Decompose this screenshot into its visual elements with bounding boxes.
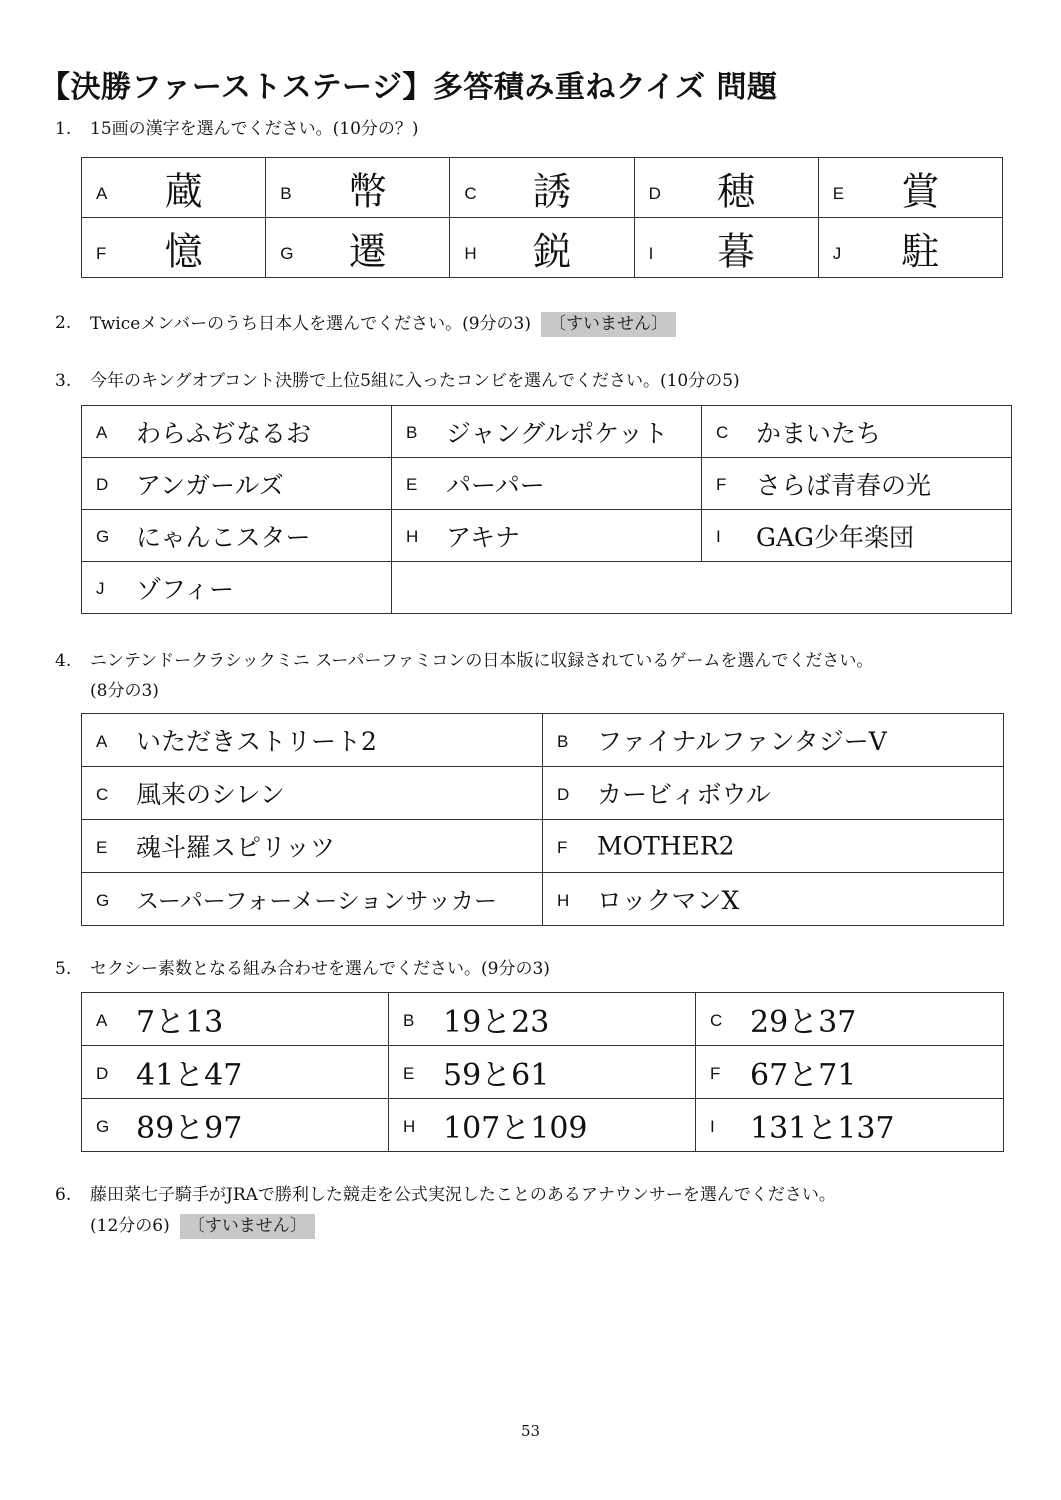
option-text: スーパーフォーメーションサッカー bbox=[136, 888, 497, 915]
option-text: 憶 bbox=[164, 229, 203, 273]
option-cell[interactable] bbox=[82, 1099, 389, 1152]
option-cell[interactable] bbox=[818, 158, 1002, 218]
option-cell[interactable] bbox=[82, 714, 543, 767]
option-cell[interactable] bbox=[543, 820, 1004, 873]
option-text: 67と71 bbox=[750, 1058, 857, 1093]
option-text: ファイナルファンタジーV bbox=[597, 727, 887, 756]
option-letter: D bbox=[96, 1064, 109, 1083]
option-letter: D bbox=[648, 184, 661, 203]
question-6-count bbox=[90, 1214, 315, 1239]
option-cell[interactable] bbox=[702, 458, 1012, 510]
option-cell[interactable] bbox=[82, 158, 266, 218]
option-text: 駐 bbox=[901, 229, 940, 273]
question-number: 1. bbox=[55, 119, 72, 139]
option-cell[interactable] bbox=[82, 406, 392, 458]
option-text: にゃんこスター bbox=[136, 522, 311, 552]
question-number: 3. bbox=[55, 371, 72, 391]
option-letter: B bbox=[403, 1011, 415, 1030]
option-text: 風来のシレン bbox=[136, 780, 285, 809]
option-letter: H bbox=[406, 527, 419, 546]
option-cell[interactable] bbox=[82, 1046, 389, 1099]
question-text: セクシー素数となる組み合わせを選んでください。(9分の3) bbox=[90, 959, 550, 979]
option-letter: B bbox=[557, 732, 569, 751]
option-text: カービィボウル bbox=[597, 780, 771, 809]
question-count-text: (12分の6) bbox=[90, 1216, 170, 1236]
option-letter: F bbox=[710, 1064, 721, 1083]
option-cell[interactable] bbox=[82, 873, 543, 926]
option-cell[interactable] bbox=[266, 158, 450, 218]
option-text: 暮 bbox=[717, 229, 756, 273]
option-text: いただきストリート2 bbox=[136, 727, 377, 756]
option-letter: D bbox=[96, 475, 109, 494]
sorry-badge: 〔すいません〕 bbox=[180, 1214, 315, 1239]
option-text: アンガールズ bbox=[136, 470, 284, 500]
option-cell[interactable] bbox=[634, 158, 818, 218]
option-cell[interactable] bbox=[82, 510, 392, 562]
option-cell[interactable] bbox=[696, 1099, 1004, 1152]
option-cell[interactable] bbox=[82, 767, 543, 820]
option-letter: E bbox=[832, 184, 845, 203]
option-letter: G bbox=[96, 891, 110, 910]
option-text: 29と37 bbox=[750, 1005, 857, 1040]
option-letter: C bbox=[710, 1011, 723, 1030]
option-letter: C bbox=[716, 423, 729, 442]
question-text: 藤田菜七子騎手がJRAで勝利した競走を公式実況したことのあるアナウンサーを選んでください。 bbox=[90, 1185, 836, 1205]
option-text: 89と97 bbox=[136, 1111, 243, 1146]
empty-cell bbox=[392, 562, 1012, 614]
option-cell[interactable] bbox=[82, 993, 389, 1046]
option-letter: F bbox=[557, 838, 568, 857]
option-text: 幣 bbox=[348, 169, 387, 213]
option-letter: C bbox=[96, 785, 109, 804]
question-number: 5. bbox=[55, 959, 72, 979]
option-text: 59と61 bbox=[443, 1058, 550, 1093]
page-title: 【決勝ファーストステージ】多答積み重ねクイズ 問題 bbox=[40, 70, 778, 105]
options-table-q1 bbox=[81, 157, 1003, 278]
question-text: 15画の漢字を選んでください。(10分の？) bbox=[90, 119, 419, 139]
option-text: 賞 bbox=[901, 169, 940, 213]
option-cell[interactable] bbox=[389, 1046, 696, 1099]
option-letter: G bbox=[96, 527, 110, 546]
option-letter: G bbox=[280, 244, 294, 263]
option-text: GAG少年楽団 bbox=[756, 522, 914, 552]
option-letter: C bbox=[464, 184, 477, 203]
option-text: 誘 bbox=[532, 169, 571, 213]
option-letter: H bbox=[464, 244, 477, 263]
question-number: 4. bbox=[55, 651, 72, 671]
option-letter: G bbox=[96, 1117, 110, 1136]
option-letter: J bbox=[832, 244, 842, 263]
option-letter: E bbox=[403, 1064, 415, 1083]
question-number: 6. bbox=[55, 1185, 72, 1205]
option-text: ロックマンX bbox=[597, 886, 740, 915]
option-cell[interactable] bbox=[450, 218, 634, 278]
option-letter: J bbox=[96, 579, 105, 598]
option-text: 19と23 bbox=[443, 1005, 550, 1040]
option-letter: E bbox=[96, 838, 108, 857]
question-text bbox=[90, 312, 676, 337]
option-cell[interactable] bbox=[82, 458, 392, 510]
option-text: 7と13 bbox=[136, 1005, 224, 1040]
option-text: 遷 bbox=[348, 229, 387, 273]
options-table-q3 bbox=[81, 405, 1012, 614]
option-cell[interactable] bbox=[82, 562, 392, 614]
option-letter: A bbox=[96, 732, 108, 751]
option-cell[interactable] bbox=[392, 406, 702, 458]
sorry-badge: 〔すいません〕 bbox=[541, 312, 676, 337]
option-letter: A bbox=[96, 1011, 108, 1030]
option-text: 蔵 bbox=[164, 169, 203, 213]
option-cell[interactable] bbox=[818, 218, 1002, 278]
option-letter: D bbox=[557, 785, 570, 804]
option-letter: F bbox=[716, 475, 727, 494]
option-cell[interactable] bbox=[696, 1046, 1004, 1099]
option-cell[interactable] bbox=[696, 993, 1004, 1046]
question-4-count: (8分の3) bbox=[90, 681, 159, 701]
option-text: さらば青春の光 bbox=[756, 470, 932, 500]
option-text: かまいたち bbox=[756, 418, 882, 448]
option-cell[interactable] bbox=[266, 218, 450, 278]
option-cell[interactable] bbox=[702, 510, 1012, 562]
option-cell[interactable] bbox=[392, 510, 702, 562]
option-text: 鋭 bbox=[532, 229, 571, 273]
option-letter: F bbox=[96, 244, 107, 263]
option-letter: A bbox=[96, 184, 108, 203]
option-cell[interactable] bbox=[392, 458, 702, 510]
question-text: ニンテンドークラシックミニ スーパーファミコンの日本版に収録されているゲームを選んでください。 bbox=[90, 651, 874, 671]
option-cell[interactable] bbox=[82, 218, 266, 278]
option-text: 131と137 bbox=[750, 1111, 895, 1146]
option-text: MOTHER2 bbox=[597, 831, 735, 861]
option-letter: B bbox=[280, 184, 292, 203]
option-text: アキナ bbox=[446, 522, 521, 552]
option-cell[interactable] bbox=[543, 767, 1004, 820]
option-text: 107と109 bbox=[443, 1111, 588, 1146]
question-text-body: Twiceメンバーのうち日本人を選んでください。(9分の3) bbox=[90, 314, 532, 334]
question-number: 2. bbox=[55, 313, 72, 333]
option-cell[interactable] bbox=[634, 218, 818, 278]
option-cell[interactable] bbox=[389, 1099, 696, 1152]
option-text: 魂斗羅スピリッツ bbox=[136, 833, 336, 862]
option-letter: H bbox=[557, 891, 570, 910]
options-table-q5 bbox=[81, 992, 1004, 1152]
option-cell[interactable] bbox=[543, 714, 1004, 767]
option-text: ジャングルポケット bbox=[446, 418, 669, 448]
option-letter: H bbox=[403, 1117, 416, 1136]
option-text: ゾフィー bbox=[136, 574, 235, 604]
option-letter: E bbox=[406, 475, 418, 494]
options-table-q4 bbox=[81, 713, 1004, 926]
option-text: 穂 bbox=[717, 169, 756, 213]
option-cell[interactable] bbox=[543, 873, 1004, 926]
option-letter: I bbox=[716, 527, 721, 546]
option-text: パーパー bbox=[446, 470, 545, 500]
option-cell[interactable] bbox=[450, 158, 634, 218]
page-number: 53 bbox=[520, 1422, 541, 1440]
option-cell[interactable] bbox=[389, 993, 696, 1046]
option-text: 41と47 bbox=[136, 1058, 243, 1093]
option-letter: B bbox=[406, 423, 418, 442]
question-text: 今年のキングオブコント決勝で上位5組に入ったコンビを選んでください。(10分の5) bbox=[90, 371, 740, 391]
option-cell[interactable] bbox=[82, 820, 543, 873]
option-letter: A bbox=[96, 423, 108, 442]
option-cell[interactable] bbox=[702, 406, 1012, 458]
option-letter: I bbox=[648, 244, 654, 263]
option-text: わらふぢなるお bbox=[136, 418, 312, 448]
option-letter: I bbox=[710, 1117, 715, 1136]
